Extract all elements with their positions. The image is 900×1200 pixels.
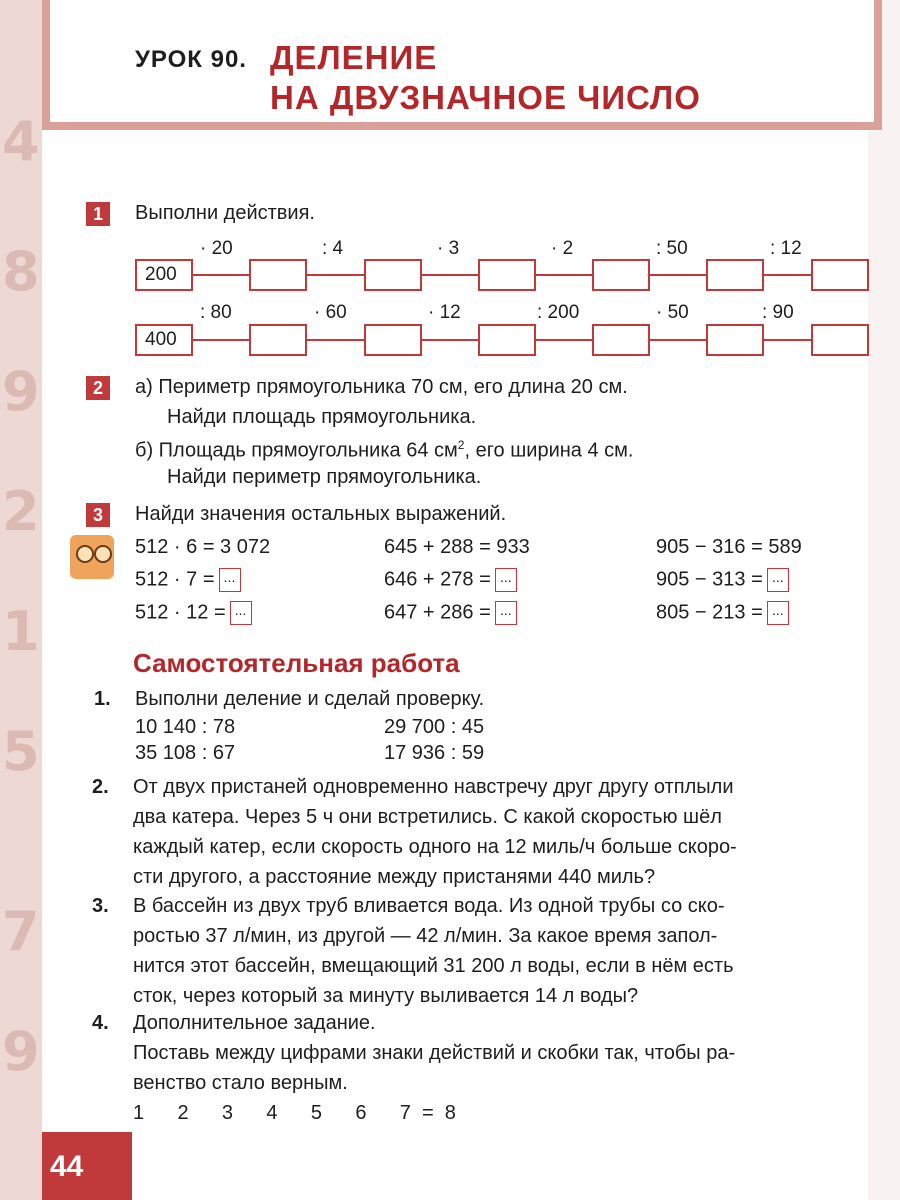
expression-text: 647 + 286 = [384, 601, 491, 624]
answer-box[interactable]: ... [219, 568, 241, 592]
chain-operation: · 50 [656, 302, 689, 323]
task-text: Выполни деление и сделай проверку. [135, 688, 485, 710]
chain-operation: : 4 [322, 238, 344, 259]
division-item: 35 108 : 67 [135, 742, 236, 764]
expression-text: 512 · 7 = [135, 568, 215, 591]
left-margin-decoration [0, 0, 42, 1200]
expression [384, 568, 517, 592]
chain-start-box: 200 [135, 259, 193, 291]
paragraph-line: каждый катер, если скорость одного на 12 миль/ч больше скоро- [133, 836, 737, 858]
task-number-badge: 2 [86, 376, 110, 400]
task-number-badge: 1 [86, 202, 110, 226]
chain-operation: : 200 [537, 302, 580, 323]
superscript: 2 [457, 438, 465, 452]
task2a-line1: а) Периметр прямоугольника 70 см, его длина 20 см. [135, 376, 628, 398]
expression-text: 646 + 278 = [384, 568, 491, 591]
decorative-digit: 9 [2, 1020, 40, 1083]
paragraph-line: Поставь между цифрами знаки действий и скобки так, чтобы ра- [133, 1042, 736, 1064]
page-number: 44 [50, 1150, 84, 1183]
expression: 645 + 288 = 933 [384, 536, 530, 558]
expression [656, 601, 789, 625]
task-paragraph [133, 1008, 735, 1128]
paragraph-line: ростью 37 л/мин, из другой — 42 л/мин. За какое время запол- [133, 925, 718, 947]
paragraph-line: От двух пристаней одновременно навстречу друг другу отплыли [133, 776, 734, 798]
expression [656, 568, 789, 592]
task-number: 4. [92, 1012, 109, 1034]
task1-text: Выполни действия. [135, 202, 315, 224]
paragraph-line: 1 2 3 4 5 6 7 = 8 [133, 1102, 456, 1124]
chain-start-box: 400 [135, 324, 193, 356]
decorative-digit: 8 [2, 240, 40, 303]
chain-operation: · 60 [314, 302, 347, 323]
expression [135, 601, 252, 625]
lesson-number: УРОК 90. [135, 46, 247, 73]
answer-box[interactable]: ... [767, 568, 789, 592]
chain-answer-box[interactable] [592, 324, 650, 356]
division-item: 10 140 : 78 [135, 716, 236, 738]
chain-operation: · 12 [428, 302, 461, 323]
right-margin-bleed [868, 0, 900, 1200]
lesson-title-line2: НА ДВУЗНАЧНОЕ ЧИСЛО [270, 79, 701, 116]
task2b-line1 [135, 438, 633, 463]
chain-operation: : 80 [200, 302, 232, 323]
decorative-digit: 1 [2, 600, 40, 663]
expression-text: 512 · 12 = [135, 601, 226, 624]
chain-operation: · 20 [200, 238, 233, 259]
chain-answer-box[interactable] [478, 259, 536, 291]
task3-text: Найди значения остальных выражений. [135, 503, 507, 525]
division-item: 29 700 : 45 [384, 716, 485, 738]
chain-answer-box[interactable] [364, 259, 422, 291]
chain-operation: : 12 [770, 238, 802, 259]
chain-answer-box[interactable] [364, 324, 422, 356]
task-number-badge: 3 [86, 503, 110, 527]
task-number: 1. [94, 688, 111, 710]
chain-operation: : 90 [762, 302, 794, 323]
paragraph-line: сти другого, а расстояние между пристанями 440 миль? [133, 866, 656, 888]
section-title: Самостоятельная работа [133, 648, 460, 678]
decorative-digit: 2 [2, 480, 40, 543]
lesson-title [270, 38, 701, 118]
chain-operation: : 50 [656, 238, 688, 259]
expression: 512 · 6 = 3 072 [135, 536, 271, 558]
chain-answer-box[interactable] [592, 259, 650, 291]
paragraph-line: В бассейн из двух труб вливается вода. Из одной трубы со ско- [133, 895, 725, 917]
answer-box[interactable]: ... [230, 601, 252, 625]
chain-answer-box[interactable] [706, 259, 764, 291]
decorative-digit: 9 [2, 360, 40, 423]
expression: 905 − 316 = 589 [656, 536, 802, 558]
paragraph-line: два катера. Через 5 ч они встретились. С какой скоростью шёл [133, 806, 722, 828]
paragraph-line: венство стало верным. [133, 1072, 348, 1094]
pair-work-icon [70, 535, 114, 579]
task-paragraph [133, 772, 737, 892]
expression [384, 601, 517, 625]
task2a-line2: Найди площадь прямоугольника. [167, 406, 477, 428]
chain-answer-box[interactable] [706, 324, 764, 356]
kid-face-icon [76, 545, 94, 563]
kid-face-icon [94, 545, 112, 563]
chain-answer-box[interactable] [478, 324, 536, 356]
division-item: 17 936 : 59 [384, 742, 485, 764]
decorative-digit: 5 [2, 720, 40, 783]
chain-answer-box[interactable] [811, 259, 869, 291]
expression [135, 568, 241, 592]
expression-text: 805 − 213 = [656, 601, 763, 624]
chain-operation: · 2 [551, 238, 574, 259]
task-number: 2. [92, 776, 109, 798]
lesson-title-line1: ДЕЛЕНИЕ [270, 39, 438, 76]
chain-operation: · 3 [437, 238, 460, 259]
answer-box[interactable]: ... [767, 601, 789, 625]
answer-box[interactable]: ... [495, 601, 517, 625]
task2b-text-tail: , его ширина 4 см. [464, 439, 634, 462]
task-number: 3. [92, 895, 109, 917]
paragraph-line: нится этот бассейн, вмещающий 31 200 л воды, если в нём есть [133, 955, 734, 977]
chain-answer-box[interactable] [249, 259, 307, 291]
paragraph-line: сток, через который за минуту выливается 14 л воды? [133, 985, 639, 1007]
chain-answer-box[interactable] [811, 324, 869, 356]
chain-answer-box[interactable] [249, 324, 307, 356]
expression-text: 905 − 313 = [656, 568, 763, 591]
paragraph-line: Дополнительное задание. [133, 1012, 376, 1034]
task2b-line2: Найди периметр прямоугольника. [167, 466, 482, 488]
task-paragraph [133, 891, 734, 1011]
task2b-text: б) Площадь прямоугольника 64 см [135, 439, 458, 462]
decorative-digit: 7 [2, 900, 40, 963]
answer-box[interactable]: ... [495, 568, 517, 592]
decorative-digit: 4 [2, 110, 40, 173]
